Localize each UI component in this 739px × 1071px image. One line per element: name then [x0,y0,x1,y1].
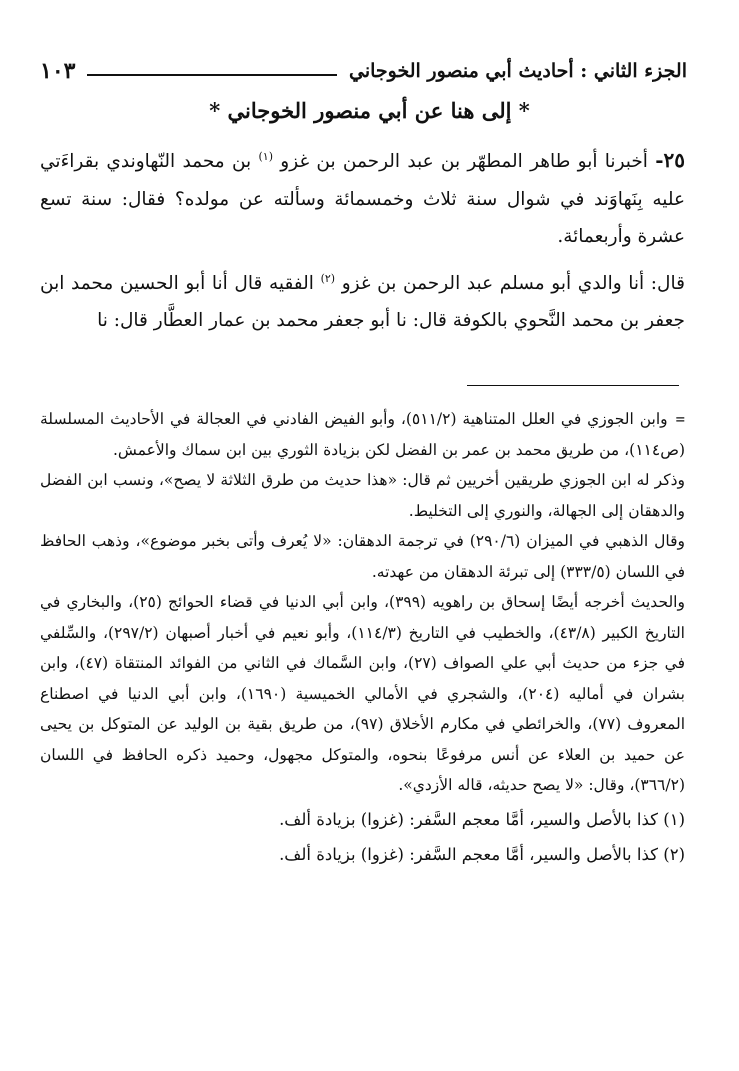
paragraph-text: أخبرنا أبو طاهر المطهّر بن عبد الرحمن بن غزو [280,151,648,173]
header-rule [87,74,337,76]
page-number: ١٠٣ [40,58,76,84]
note-paragraph: وقال الذهبي في الميزان (٢٩٠/٦) في ترجمة الدهقان: «لا يُعرف وأتى بخبر موضوع»، وذهب الحافظ في اللسان (٣٣٣/٥) إلى تبرئة الدهقان من عهدته. [40,532,685,581]
section-heading: * إلى هنا عن أبي منصور الخوجاني * [209,98,530,123]
paragraph-text: قال: أنا والدي أبو مسلم عبد الرحمن بن غزو [341,272,685,294]
note-paragraph [40,404,685,465]
footnote-1: (١) كذا بالأصل والسير، أمَّا معجم السَّفر: (غزوا) بزيادة ألف. [279,809,685,829]
note-paragraph: والحديث أخرجه أيضًا إسحاق بن راهويه (٣٩٩)، وابن أبي الدنيا في قضاء الحوائج (٢٥)، والبخاري في التاريخ الكبير (٤٣/٨)، والخطيب في التاريخ (١١٤/٣)، وأبو نعيم في أخبار أصبهان (٢٩٧/٢)، والسِّلفي في جزء من حديث أبي علي الصواف (٢٧)، وابن السَّماك في الثاني من الفوائد المنتقاة (٤٧)، وابن بشران في أماليه (٢٠٤)، والشجري في الأمالي الخميسية (١٦٩٠)، وابن أبي الدنيا في اصطناع المعروف (٧٧)، والخرائطي في مكارم الأخلاق (٩٧)، من طريق بقية بن الوليد عن المتوكل بن يحيى عن حميد بن العلاء عن أنس مرفوعًا بنحوه، والمتوكل مجهول، وحميد ذكره الحافظ في اللسان (٣٦٦/٢)، وقال: «لا يصح حديثه، قاله الأزدي». [40,593,686,794]
running-header [40,54,687,88]
note-text: وابن الجوزي في العلل المتناهية (٥١١/٢)، وأبو الفيض الفادني في العجالة في الأحاديث المسلسلة (ص١١٤)، من طريق محمد بن عمر بن الفضل لكن بزيادة الثوري بين ابن سماك والأعمش. [40,410,685,459]
note-paragraph: وذكر له ابن الجوزي طريقين أخريين ثم قال: «هذا حديث من طرق الثلاثة لا يصح»، ونسب ابن الفضل والدهقان إلى الجهالة، والنوري إلى التخليط. [40,471,685,520]
main-text [40,138,685,340]
hadith-number: ٢٥- [655,148,686,173]
footnote-ref: (١) [258,150,274,163]
isnad-paragraph [40,260,685,340]
footnote-separator [467,385,679,386]
continuation-mark: = [675,410,685,428]
footnote-ref: (٢) [320,271,336,285]
paragraph-text: الفقيه قال أنا أبو الحسين محمد ابن جعفر بن محمد النَّحوي بالكوفة قال: نا أبو جعفر محمد بن عمار العطَّار قال: نا [40,272,685,332]
paragraph-text: بن محمد النّهاوندي بقراءَتي عليه بِنَهاوَند في شوال سنة ثلاث وخمسمائة وسألته عن مولده؟ فقال: سنة تسع عشرة وأربعمائة. [40,151,685,248]
hadith-paragraph [40,138,685,256]
running-title: الجزء الثاني : أحاديث أبي منصور الخوجاني [349,60,687,82]
footnotes [40,404,685,871]
footnote-2: (٢) كذا بالأصل والسير، أمَّا معجم السَّفر: (غزوا) بزيادة ألف. [279,844,685,864]
